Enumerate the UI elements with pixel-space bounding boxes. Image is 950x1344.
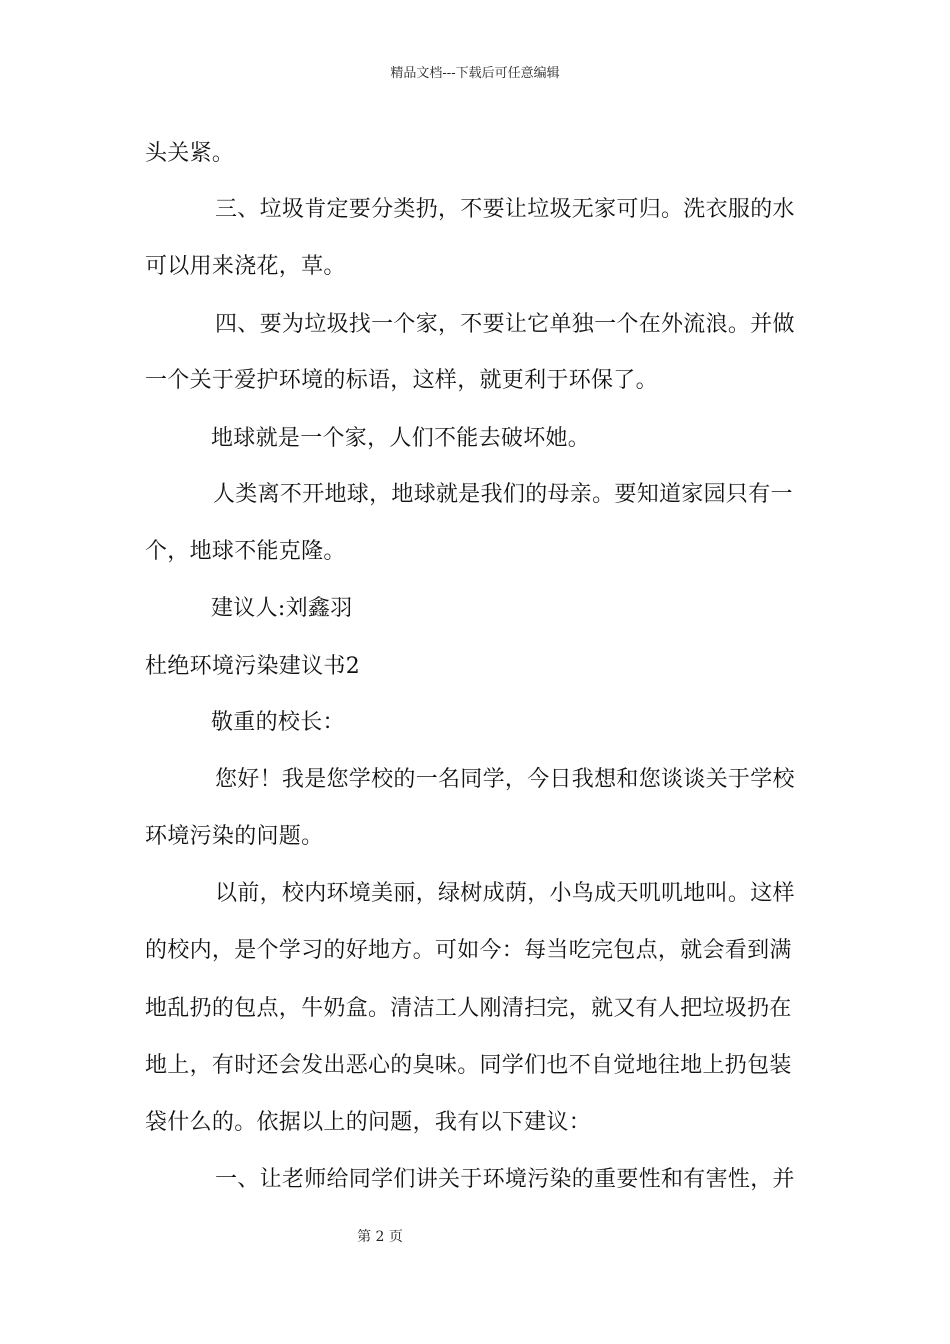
- text-line: 袋什么的。依据以上的问题，我有以下建议：: [145, 1110, 592, 1135]
- page-number: 第 2 页: [357, 1229, 403, 1245]
- text-line: 以前，校内环境美丽，绿树成荫，小鸟成天叽叽地叫。这样: [215, 881, 795, 906]
- text-line: 地上，有时还会发出恶心的臭味。同学们也不自觉地往地上扔包装: [145, 1053, 792, 1078]
- text-line: 地球就是一个家，人们不能去破坏她。: [211, 426, 591, 451]
- text-line: 一、让老师给同学们讲关于环境污染的重要性和有害性，并: [215, 1167, 795, 1192]
- text-line: 人类离不开地球，地球就是我们的母亲。要知道家园只有一: [213, 482, 793, 507]
- text-line: 地乱扔的包点，牛奶盒。清洁工人刚清扫完，就又有人把垃圾扔在: [145, 996, 792, 1021]
- text-line: 建议人:刘鑫羽: [211, 596, 353, 621]
- section-title: 杜绝环境污染建议书2: [145, 654, 360, 679]
- text-line: 个，地球不能克隆。: [145, 539, 346, 564]
- text-line: 头关紧。: [145, 141, 235, 166]
- text-line: 环境污染的问题。: [145, 824, 324, 849]
- text-line: 四、要为垃圾找一个家，不要让它单独一个在外流浪。并做: [215, 312, 795, 337]
- salutation: 敬重的校长：: [211, 710, 345, 735]
- text-line: 的校内，是个学习的好地方。可如今：每当吃完包点，就会看到满: [145, 938, 792, 963]
- text-line: 一个关于爱护环境的标语，这样，就更利于环保了。: [145, 368, 658, 393]
- text-line: 三、垃圾肯定要分类扔，不要让垃圾无家可归。洗衣服的水: [215, 197, 795, 222]
- text-line: 可以用来浇花，草。: [145, 254, 346, 279]
- page-header: 精品文档---下载后可任意编辑: [390, 66, 560, 81]
- text-line: 您好！我是您学校的一名同学，今日我想和您谈谈关于学校: [215, 767, 795, 792]
